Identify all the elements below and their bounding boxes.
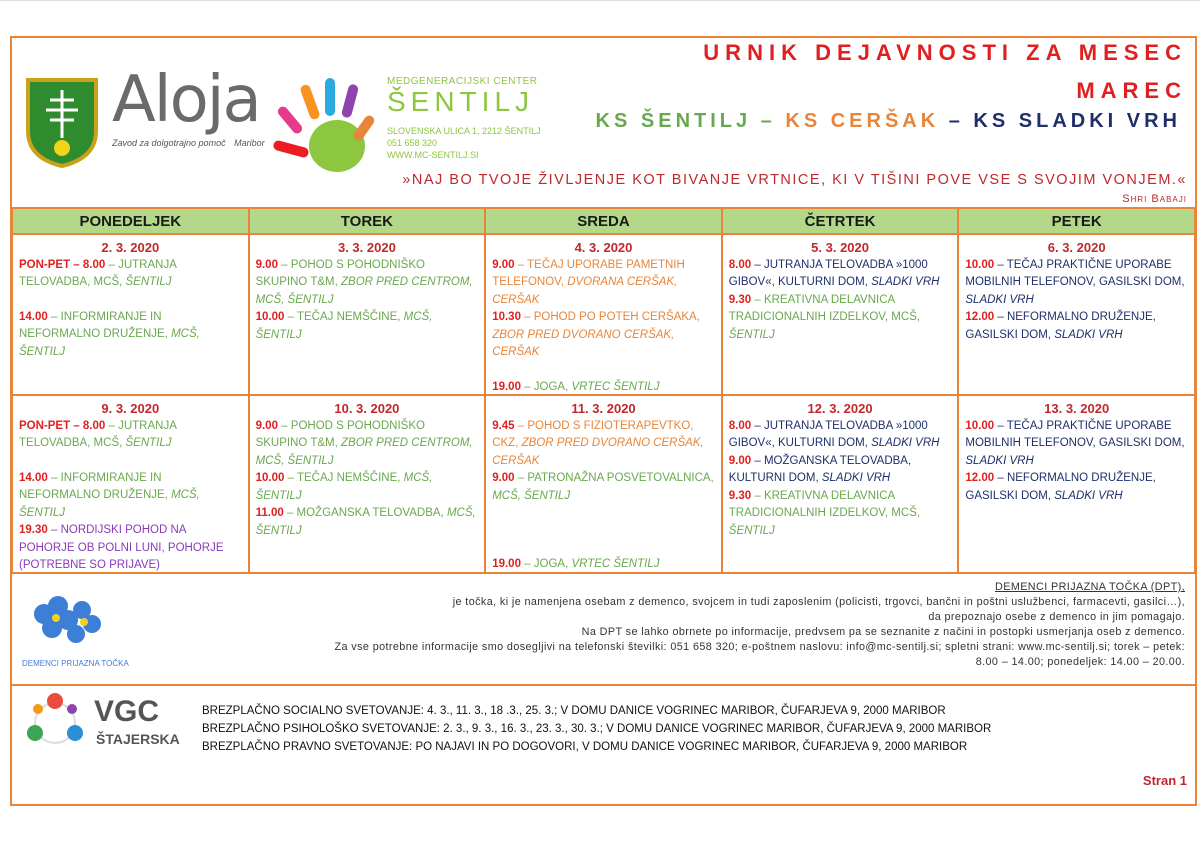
activity-text: – JUTRANJA TELOVADBA »1000 GIBOV«, KULTURNI DOM, — [728, 419, 928, 449]
activity-text: – KREATIVNA DELAVNICA TRADICIONALNIH IZDELKOV, MCŠ, — [728, 489, 921, 519]
activity-text: – JOGA, — [520, 380, 572, 393]
activity-time: 10.00 — [255, 311, 285, 323]
activity — [256, 309, 479, 344]
activity-location: SLADKI VRH — [965, 454, 1034, 467]
day-cell — [721, 233, 960, 396]
activity-location: ŠENTILJ — [125, 276, 172, 288]
activity — [729, 453, 952, 488]
activity-location: MCŠ, ŠENTILJ — [19, 489, 200, 519]
day-cell — [484, 233, 723, 396]
day-cell — [957, 394, 1196, 574]
day-header-thursday: ČETRTEK — [721, 207, 960, 235]
day-cell — [11, 233, 250, 396]
date-label: 3. 3. 2020 — [337, 240, 396, 255]
counselling-info — [202, 702, 991, 756]
schedule-page — [10, 36, 1197, 806]
activity-time: 9.45 — [492, 419, 515, 432]
activity — [256, 257, 479, 310]
activity-time: 9.00 — [492, 258, 515, 271]
activity — [729, 292, 952, 345]
day-cell — [484, 394, 723, 574]
dpt-line: da prepoznajo osebe z demenco in jim pomagajo. — [928, 611, 1185, 623]
vgc-logo-subtitle: ŠTAJERSKA — [96, 731, 180, 747]
activity-location: ZBOR PRED CENTROM, MCŠ, ŠENTILJ — [255, 437, 473, 467]
date-label: 9. 3. 2020 — [101, 401, 160, 416]
activity-text: – TEČAJ PRAKTIČNE UPORABE MOBILNIH TELEFONOV, GASILSKI DOM, — [965, 258, 1185, 288]
activity-time: 10.00 — [965, 258, 995, 271]
page-number: Stran 1 — [1142, 773, 1187, 788]
activity — [729, 488, 952, 541]
activity-location: SLADKI VRH — [871, 437, 940, 449]
week-row-1 — [12, 234, 1195, 395]
vgc-ring-icon — [24, 693, 86, 753]
dpt-line: Za vse potrebne informacije smo dosegljivi na telefonski številki: 051 658 320; e-poštnem naslovu: info@mc-sentilj.si; spletni strani: www.mc-sentilj.si; torek – petek: — [334, 641, 1185, 653]
activity-text: – JUTRANJA TELOVADBA »1000 GIBOV«, KULTURNI DOM, — [728, 258, 928, 288]
activity-text: – POHOD PO POTEH CERŠAKA, — [520, 311, 700, 323]
quote-author: Shri Babaji — [1122, 193, 1187, 205]
activity-text: – MOŽGANSKA TELOVADBA, KULTURNI DOM, — [728, 454, 912, 484]
date-label: 4. 3. 2020 — [574, 240, 633, 255]
activity — [256, 418, 479, 471]
activity-location: SLADKI VRH — [965, 293, 1034, 306]
activity-location: MCŠ, ŠENTILJ — [255, 472, 433, 502]
day-cell — [248, 394, 487, 574]
page-title-month: MAREC — [1076, 78, 1187, 103]
dpt-line: je točka, ki je namenjena osebam z demenco, svojcem in tudi zaposlenim (policisti, trgovci, bančni in poštni uslužbenci, farmacevti, gasilci…), — [452, 596, 1185, 608]
colorful-hand-icon — [267, 74, 377, 184]
forget-me-not-icon — [22, 592, 114, 652]
ks-cersak: KS CERŠAK — [785, 110, 940, 132]
activity-text: – INFORMIRANJE IN NEFORMALNO DRUŽENJE, — [19, 310, 172, 340]
activity — [19, 418, 242, 453]
date-label: 10. 3. 2020 — [334, 401, 400, 416]
psychological-counselling: BREZPLAČNO PSIHOLOŠKO SVETOVANJE: 2. 3., 9. 3., 16. 3., 23. 3., 30. 3.; V DOMU DANICE VOGRINEC MARIBOR, ČUFARJEVA 9, 2000 MARIBOR — [202, 723, 992, 735]
activity-text: – JUTRANJA TELOVADBA, MCŠ, — [19, 258, 177, 288]
activity — [492, 556, 715, 574]
activity-text: – INFORMIRANJE IN NEFORMALNO DRUŽENJE, — [19, 471, 172, 501]
ks-sentilj: KS ŠENTILJ — [595, 110, 752, 132]
activity-text: – JUTRANJA TELOVADBA, MCŠ, — [19, 419, 177, 449]
activity-location: SLADKI VRH — [871, 276, 940, 288]
activity-location: ŠENTILJ — [125, 437, 172, 449]
mcs-big-title: ŠENTILJ — [387, 86, 535, 117]
activity — [256, 470, 479, 505]
social-counselling: BREZPLAČNO SOCIALNO SVETOVANJE: 4. 3., 11. 3., 18 .3., 25. 3.; V DOMU DANICE VOGRINEC MARIBOR, ČUFARJEVA 9, 2000 MARIBOR — [202, 705, 946, 717]
activity-location: ZBOR PRED DVORANO CERŠAK, CERŠAK — [492, 328, 675, 358]
activity-time: 19.00 — [492, 380, 521, 393]
page-title: URNIK DEJAVNOSTI ZA MESEC — [703, 40, 1187, 65]
activity — [965, 418, 1188, 471]
date-label: 5. 3. 2020 — [811, 240, 869, 255]
aloja-wordmark: Aloja — [112, 63, 260, 137]
activity-location: ZBOR PRED CENTROM, MCŠ, ŠENTILJ — [255, 276, 473, 306]
activity-text: – POHOD S POHODNIŠKO SKUPINO T&M, — [255, 258, 425, 288]
activity-time: 10.00 — [965, 419, 995, 432]
activity — [19, 257, 242, 292]
date-label: 11. 3. 2020 — [571, 401, 636, 416]
mcs-small-title: MEDGENERACIJSKI CENTER — [387, 76, 538, 87]
activity-time: 10.00 — [255, 472, 285, 484]
week-row-2 — [12, 395, 1195, 573]
separator: – — [939, 110, 974, 132]
ks-sladki-vrh: KS SLADKI VRH — [973, 110, 1181, 132]
top-divider — [0, 0, 1200, 1]
activity — [965, 309, 1188, 344]
quote: »NAJ BO TVOJE ŽIVLJENJE KOT BIVANJE VRTNICE, KI V TIŠINI POVE VSE S SVOJIM VONJEM.« — [402, 172, 1187, 188]
activity-time: 10.30 — [492, 311, 521, 323]
day-header-monday: PONEDELJEK — [11, 207, 250, 235]
dementia-friendly-section — [12, 576, 1195, 686]
date-label: 6. 3. 2020 — [1047, 240, 1106, 255]
mcs-address: SLOVENSKA ULICA 1, 2212 ŠENTILJ — [387, 126, 541, 136]
dementia-logo — [22, 592, 129, 672]
aloja-subtitle: Zavod za dolgotrajno pomoč — [112, 138, 226, 148]
activity-location: MCŠ, ŠENTILJ — [255, 507, 476, 537]
activity-text: – TEČAJ NEMŠČINE, — [284, 472, 404, 484]
activity-text: – TEČAJ UPORABE PAMETNIH TELEFONOV, — [492, 258, 685, 288]
activity — [965, 470, 1188, 505]
activity — [729, 257, 952, 292]
community-list — [596, 110, 1181, 133]
activity-location: SLADKI VRH — [1054, 328, 1123, 341]
activity-location: VRTEC ŠENTILJ — [571, 558, 660, 570]
date-label: 13. 3. 2020 — [1044, 401, 1110, 416]
activity-time: 9.30 — [728, 489, 752, 502]
activity-text: – POHOD S POHODNIŠKO SKUPINO T&M, — [255, 419, 425, 449]
activity-time: 14.00 — [19, 471, 48, 484]
activity-location: SLADKI VRH — [1054, 489, 1123, 502]
activity-time: 9.00 — [492, 472, 515, 484]
day-header-wednesday: SREDA — [484, 207, 723, 235]
mcs-web: WWW.MC-SENTILJ.SI — [387, 150, 479, 160]
activity — [492, 309, 715, 362]
activity-time: 9.00 — [255, 258, 278, 271]
legal-counselling: BREZPLAČNO PRAVNO SVETOVANJE: PO NAJAVI IN PO DOGOVORI, V DOMU DANICE VOGRINEC MARIBOR, ČUFARJEVA 9, 2000 MARIBOR — [202, 741, 968, 753]
aloja-city: Maribor — [234, 138, 265, 148]
day-header-row — [12, 208, 1195, 234]
activity-text: – PATRONAŽNA POSVETOVALNICA, — [514, 472, 714, 484]
activity-time: 9.30 — [728, 293, 752, 306]
day-cell — [957, 233, 1196, 396]
aloja-logo — [112, 63, 265, 148]
mcs-logo — [387, 76, 541, 161]
activity-time: 9.00 — [255, 419, 278, 432]
activity-text: – POHOD S FIZIOTERAPEVTKO, CKZ, — [492, 419, 694, 449]
activity-time: 9.00 — [728, 454, 752, 467]
mcs-phone: 051 658 320 — [387, 138, 438, 148]
schedule-table — [12, 208, 1195, 573]
dementia-logo-label: DEMENCI PRIJAZNA TOČKA — [22, 659, 129, 668]
activity-text: – KREATIVNA DELAVNICA TRADICIONALNIH IZDELKOV, MCŠ, — [728, 293, 921, 323]
activity-location: VRTEC ŠENTILJ — [571, 380, 660, 393]
day-cell — [721, 394, 960, 574]
separator: – — [751, 110, 786, 132]
activity — [256, 505, 479, 540]
activity-text: – MOŽGANSKA TELOVADBA, — [283, 507, 447, 519]
activity-text: – NORDIJSKI POHOD NA POHORJE OB POLNI LUNI, POHORJE (POTREBNE SO PRIJAVE) — [19, 524, 224, 571]
activity — [492, 418, 715, 471]
dpt-line: 8.00 – 14.00; ponedeljek: 14.00 – 20.00. — [975, 656, 1185, 668]
activity — [19, 309, 242, 362]
activity-location: SLADKI VRH — [821, 472, 891, 484]
activity-time: 8.00 — [728, 258, 752, 271]
activity-time: 8.00 — [728, 419, 752, 432]
vgc-logo — [24, 693, 184, 753]
activity-text: – TEČAJ PRAKTIČNE UPORABE MOBILNIH TELEFONOV, GASILSKI DOM, — [965, 419, 1185, 449]
day-header-tuesday: TOREK — [248, 207, 487, 235]
activity-text: – TEČAJ NEMŠČINE, — [284, 311, 404, 323]
activity — [965, 257, 1188, 310]
activity-time: PON-PET – 8.00 — [19, 419, 106, 432]
activity-time: 12.00 — [965, 472, 995, 484]
activity-time: 12.00 — [965, 311, 995, 323]
activity-location: DVORANA CERŠAK, CERŠAK — [492, 276, 678, 306]
activity-text: – NEFORMALNO DRUŽENJE, GASILSKI DOM, — [965, 311, 1156, 341]
activity — [19, 470, 242, 523]
activity-location: MCŠ, ŠENTILJ — [255, 311, 433, 341]
activity-location: MCŠ, ŠENTILJ — [492, 489, 571, 502]
activity-time: 19.30 — [19, 524, 48, 536]
activity-text: – JOGA, — [520, 558, 572, 570]
day-cell — [248, 233, 487, 396]
activity-text: – NEFORMALNO DRUŽENJE, GASILSKI DOM, — [965, 472, 1156, 502]
vgc-logo-title: VGC — [94, 695, 160, 728]
activity-location: ZBOR PRED DVORANO CERŠAK, CERŠAK — [492, 437, 704, 467]
activity-time: PON-PET – 8.00 — [19, 258, 106, 271]
activity-location: ŠENTILJ — [728, 328, 775, 341]
activity-time: 14.00 — [19, 310, 48, 323]
municipality-crest-icon — [24, 76, 100, 168]
day-cell — [11, 394, 250, 574]
dpt-heading: DEMENCI PRIJAZNA TOČKA (DPT), — [995, 581, 1185, 593]
dpt-line: Na DPT se lahko obrnete po informacije, predvsem pa se seznanite z načini in postopki usmerjanja oseb z demenco. — [581, 626, 1185, 638]
activity-location: ŠENTILJ — [728, 524, 775, 537]
activity — [19, 522, 242, 575]
date-label: 2. 3. 2020 — [101, 240, 160, 255]
page-header — [12, 38, 1195, 208]
activity-time: 11.00 — [255, 507, 284, 519]
activity — [492, 470, 715, 505]
date-label: 12. 3. 2020 — [807, 401, 873, 416]
day-header-friday: PETEK — [957, 207, 1196, 235]
dementia-info — [135, 580, 1185, 670]
activity-time: 19.00 — [492, 558, 521, 570]
activity-location: MCŠ, ŠENTILJ — [19, 328, 200, 358]
activity — [729, 418, 952, 453]
activity — [492, 257, 715, 310]
